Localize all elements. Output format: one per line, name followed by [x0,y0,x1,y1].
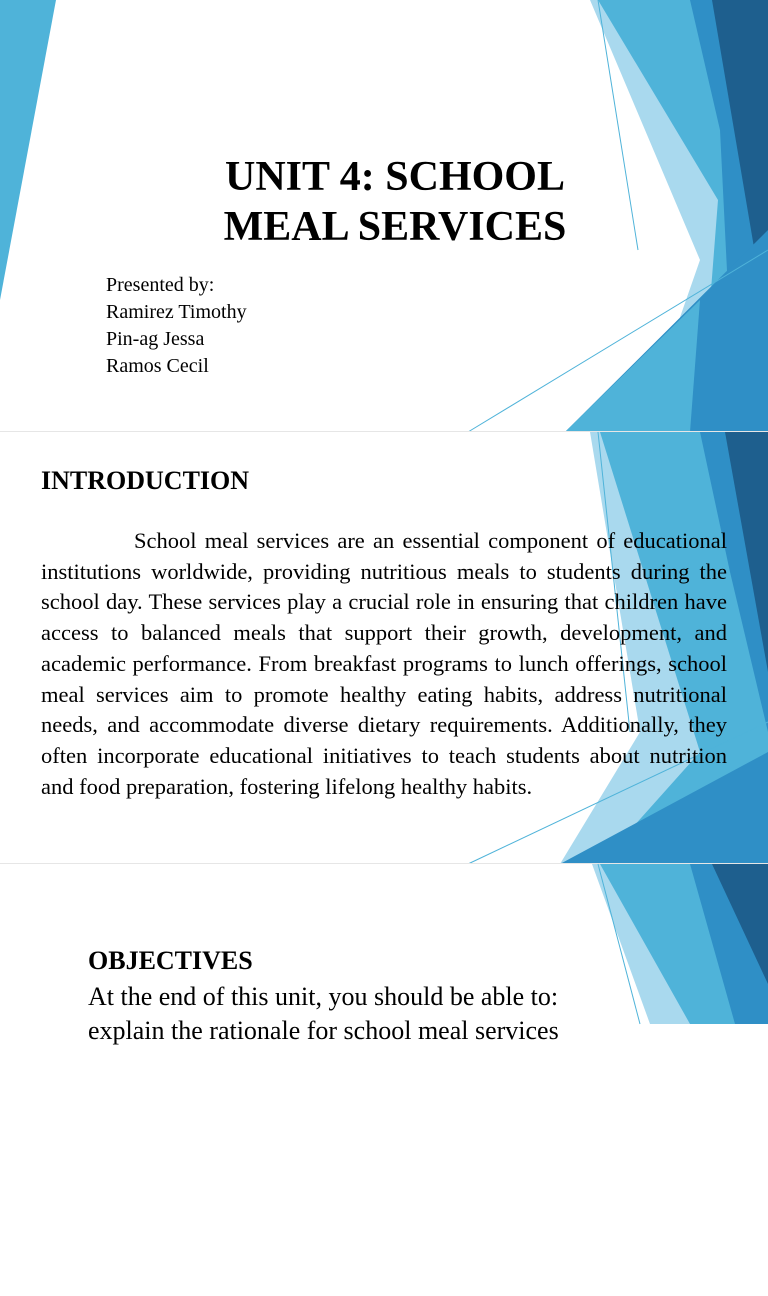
slide-title [150,152,640,252]
presenter-name: Pin-ag Jessa [106,328,205,350]
presenter-name: Ramos Cecil [106,355,209,377]
objectives-intro: At the end of this unit, you should be able to: [88,982,559,1011]
objectives-first-item: explain the rationale for school meal services [88,1016,559,1045]
objectives-slide [0,864,768,1045]
title-line-2: MEAL SERVICES [223,204,567,250]
objectives-heading: OBJECTIVES [88,946,253,975]
introduction-paragraph: School meal services are an essential component of educational institutions worldwide, providing nutritious meals to students during the school day. These services play a crucial role in ensuring that children have access to balanced meals that support their growth, development, and academic performance. From breakfast programs to lunch offerings, school meal services aim to promote healthy eating habits, address nutritional needs, and accommodate diverse dietary requirements. Additionally, they often incorporate educational initiatives to teach students about nutrition and food preparation, fostering lifelong healthy habits. [41,528,727,799]
introduction-slide [0,432,768,864]
presenter-name: Ramirez Timothy [106,301,247,323]
section-heading: INTRODUCTION [41,466,250,495]
title-line-1: UNIT 4: SCHOOL [225,154,565,200]
slide-decoration [0,864,768,1296]
title-slide [0,0,768,432]
left-edge-shape [0,0,56,300]
presenter-list [106,272,247,380]
presenter-label: Presented by: [106,274,215,296]
